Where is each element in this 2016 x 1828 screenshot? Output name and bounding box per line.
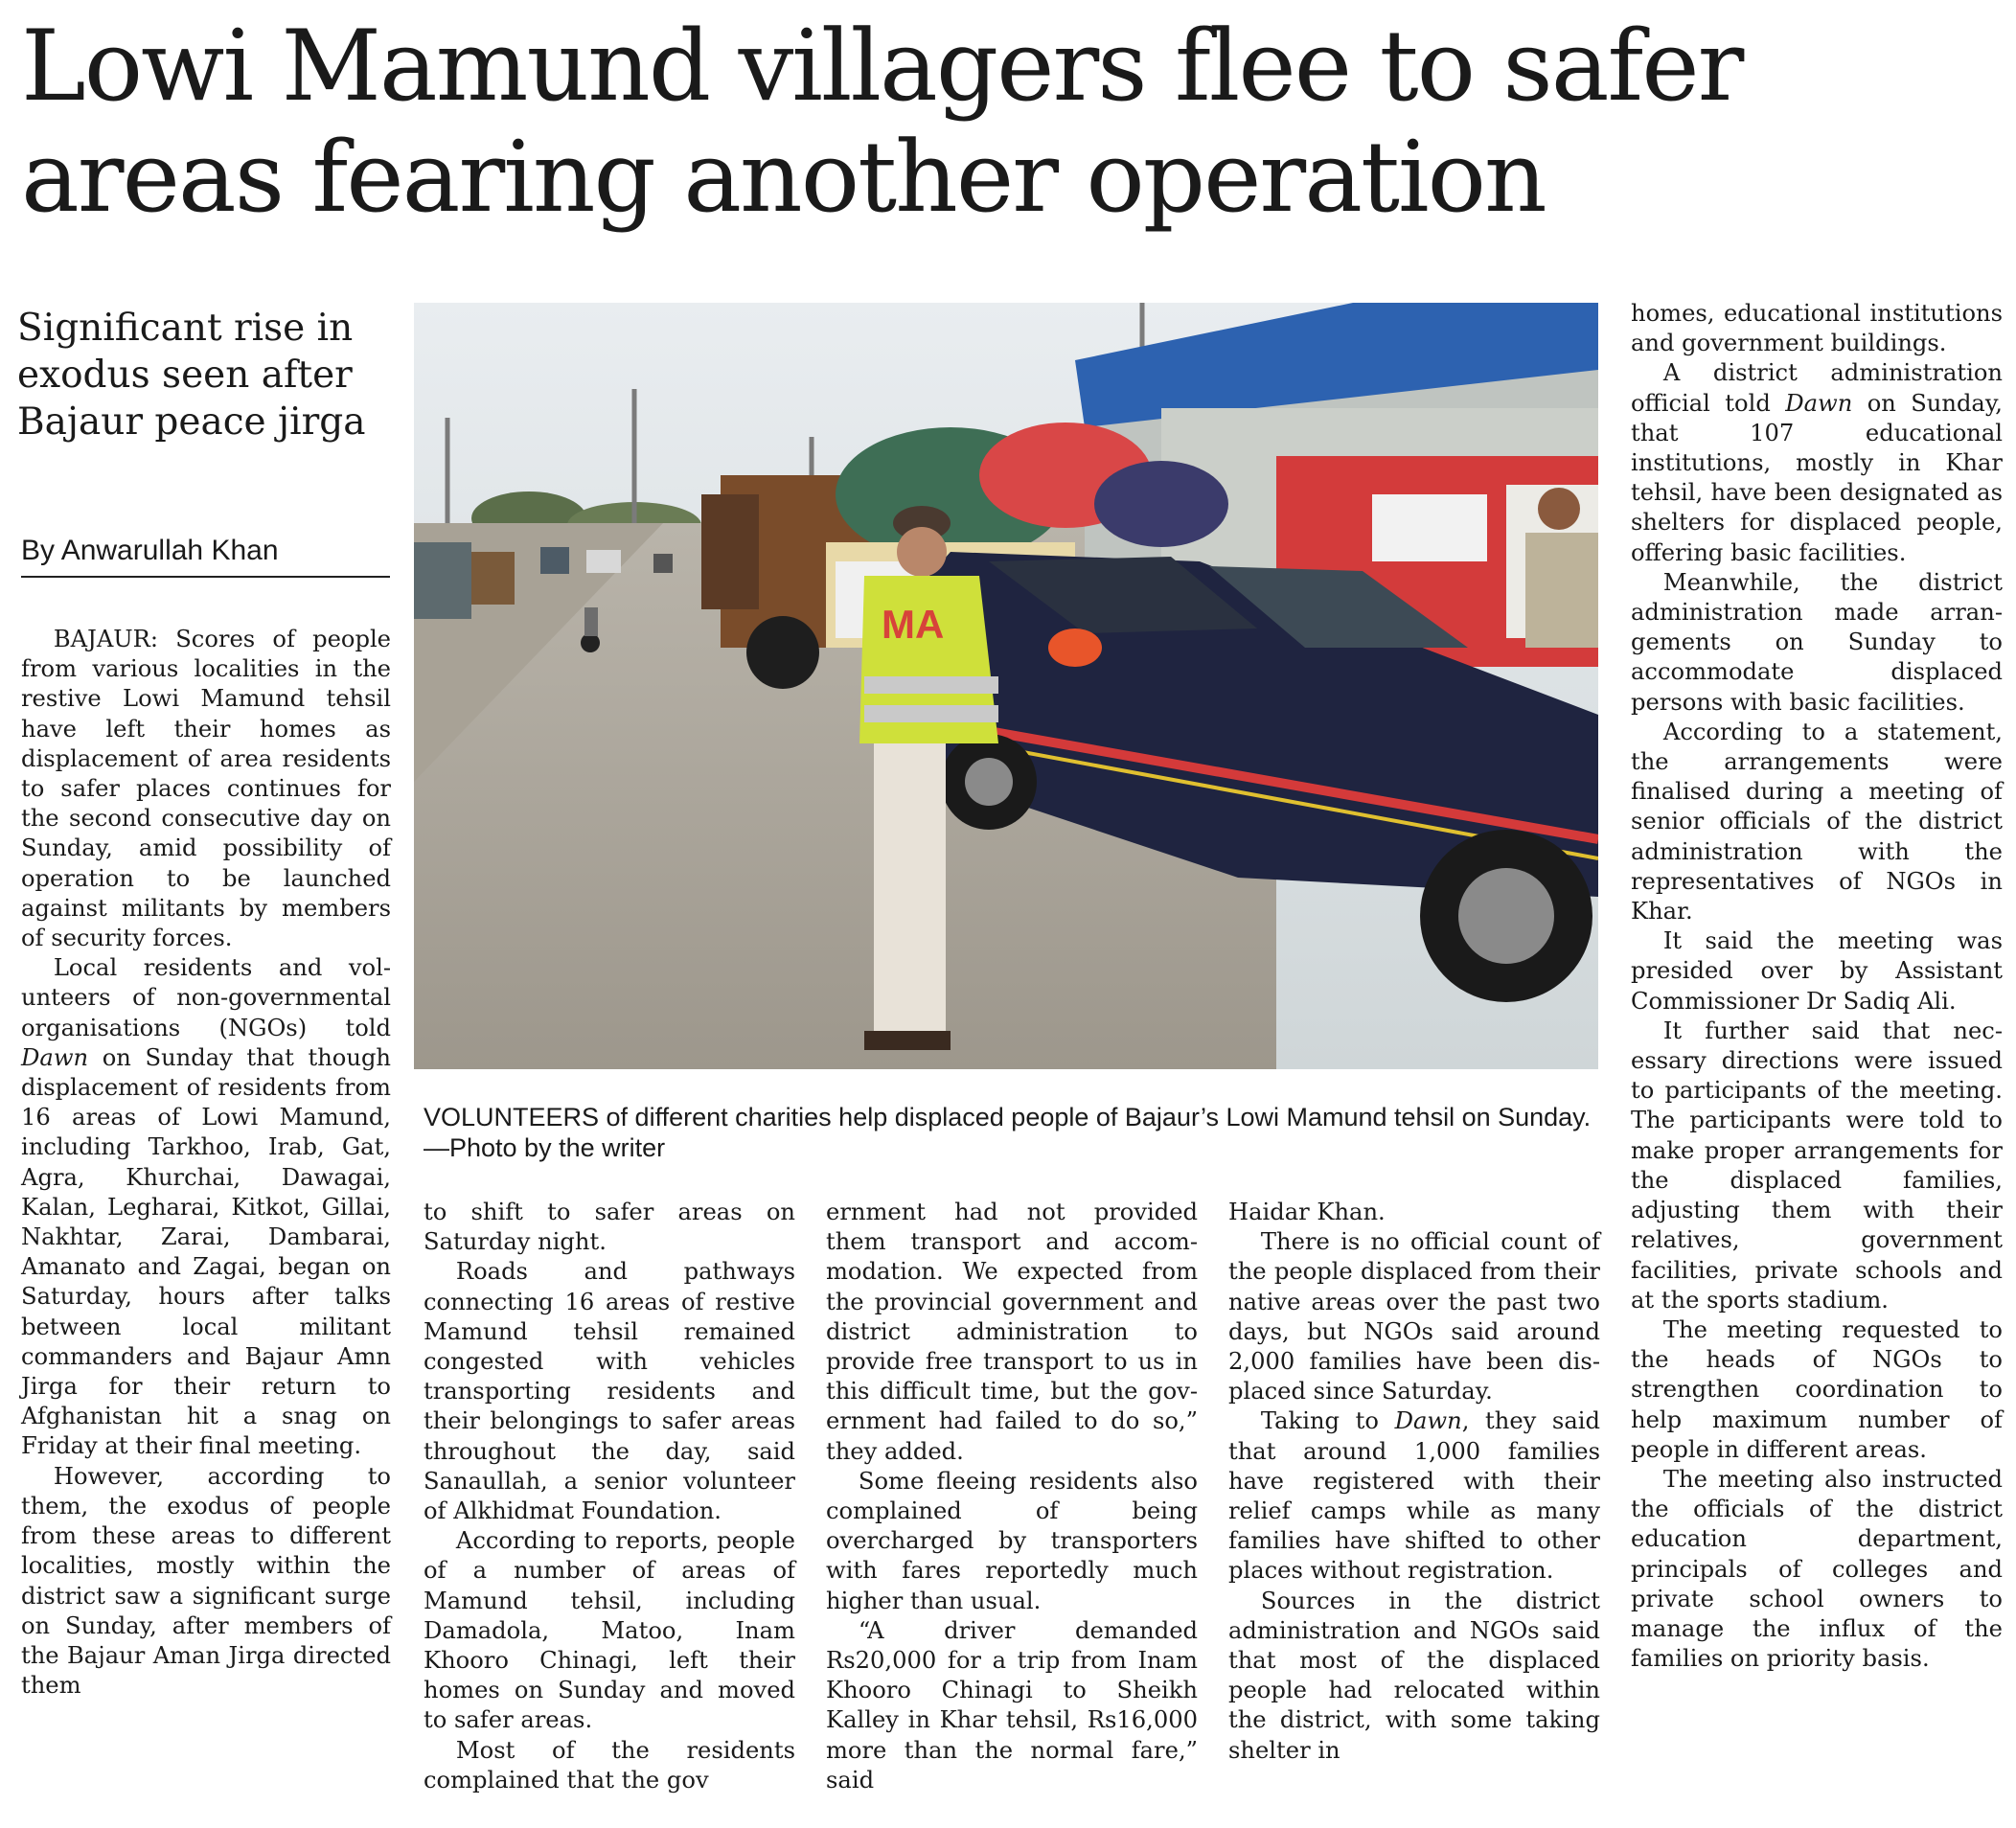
- newspaper-name: Dawn: [1394, 1407, 1462, 1435]
- headline: Lowi Mamund villagers flee to safer areas fearing another operation: [21, 10, 1743, 235]
- paragraph: Haidar Khan.: [1228, 1199, 1386, 1225]
- paragraph: ernment had not provided them transport and accommodation. We expected from the provincial government and district administration to provide free transport to us in this difficult time, but the government had failed to do so,” they added.: [826, 1199, 1198, 1465]
- paragraph: “A driver demanded Rs20,000 for a trip from Inam Khooro Chinagi to Sheikh Kalley in Khar tehsil, Rs16,000 more than the normal fare,” said: [826, 1616, 1198, 1794]
- newspaper-name: Dawn: [21, 1043, 89, 1071]
- paragraph: It further said that necessary directions were issued to participants of the meeting. The participants were told to make proper arrangements for the displaced families, adjusting them with their relatives, government facilities, private schools and at the sports stadium.: [1631, 1017, 2003, 1314]
- byline: By Anwarullah Khan: [21, 532, 390, 578]
- paragraph: However, according to them, the exodus of people from these areas to different localities, mostly within the district saw a significant surge on Sunday, after members of the Bajaur Aman Jirga directed them: [21, 1462, 391, 1700]
- paragraph: A district administration official told Dawn on Sunday, that 107 educational institutions, mostly in Khar tehsil, have been designated as shelters for displaced people, offering basic facilities.: [1631, 359, 2003, 566]
- article-column-3: [826, 1198, 1198, 1795]
- paragraph: Taking to Dawn, they said that around 1,000 families have registered with their relief camps while as many families have shifted to other places without registration.: [1228, 1407, 1600, 1585]
- paragraph: It said the meeting was presided over by Assistant Commissioner Dr Sadiq Ali.: [1631, 927, 2003, 1015]
- paragraph: Sources in the district administration and NGOs said that most of the displaced people had relocated within the district, with some taking shelter in: [1228, 1587, 1600, 1764]
- newspaper-name: Dawn: [1785, 389, 1853, 417]
- article-column-5: [1631, 299, 2003, 1674]
- paragraph: There is no official count of the people displaced from their native areas over the past two days, but NGOs said around 2,000 families have been displaced since Saturday.: [1228, 1228, 1600, 1405]
- photo-caption: VOLUNTEERS of different charities help displaced people of Bajaur’s Lowi Mamund tehsil on Sunday.—Photo by the writer: [424, 1103, 1592, 1162]
- paragraph: Some fleeing residents also complained of being overcharged by transporters with fares reportedly much higher than usual.: [826, 1467, 1198, 1614]
- subheadline: Significant rise in exodus seen after Bajaur peace jirga: [17, 307, 366, 444]
- paragraph: to shift to safer areas on Saturday night.: [424, 1199, 795, 1256]
- paragraph: According to reports, people of a number of areas of Mamund tehsil, including Damadola, Matoo, Inam Khooro Chinagi, left their homes on Sunday and moved to safer areas.: [424, 1527, 795, 1734]
- paragraph: BAJAUR: Scores of people from various localities in the restive Lowi Mamund tehsil have left their homes as displacement of area residents to safer places continues for the second consecutive day on Sunday, amid possibility of operation to be launched against militants by members of security forces.: [21, 626, 391, 952]
- news-photo: [414, 303, 1598, 1069]
- vest-text: MA: [882, 602, 945, 647]
- paragraph: The meeting also instructed the officials of the district education department, principals of colleges and private school owners to manage the influx of the families on priority basis.: [1631, 1465, 2003, 1673]
- article-column-1: [21, 625, 391, 1701]
- paragraph: Meanwhile, the district administration made arrangements on Sunday to accommodate displaced persons with basic facilities.: [1631, 568, 2003, 716]
- paragraph: Roads and pathways connecting 16 areas of restive Mamund tehsil remained congested with vehicles transporting residents and their belongings to safer areas throughout the day, said Sanaullah, a senior volunteer of Alkhidmat Foundation.: [424, 1258, 795, 1525]
- article-column-4: [1228, 1198, 1600, 1766]
- paragraph: Local residents and volunteers of non-governmental organisations (NGOs) told Dawn on Sunday that though displacement of residents from 16 areas of Lowi Mamund, including Tarkhoo, Irab, Gat, Agra, Khurchai, Dawagai, Kalan, Legharai, Kitkot, Gillai, Nakhtar, Zarai, Dambarai, Amanato and Zagai, began on Saturday, hours after talks between local militant commanders and Bajaur Amn Jirga for their return to Afghanistan hit a snag on Friday at their final meeting.: [21, 954, 391, 1460]
- article-column-2: [424, 1198, 795, 1795]
- paragraph: homes, educational institutions and government buildings.: [1631, 300, 2003, 357]
- paragraph: The meeting requested to the heads of NGOs to strengthen coordination to help maximum number of people in different areas.: [1631, 1315, 2003, 1463]
- paragraph: According to a statement, the arrangements were finalised during a meeting of senior officials of the district administration with the representatives of NGOs in Khar.: [1631, 718, 2003, 925]
- paragraph: Most of the residents complained that the gov: [424, 1736, 795, 1794]
